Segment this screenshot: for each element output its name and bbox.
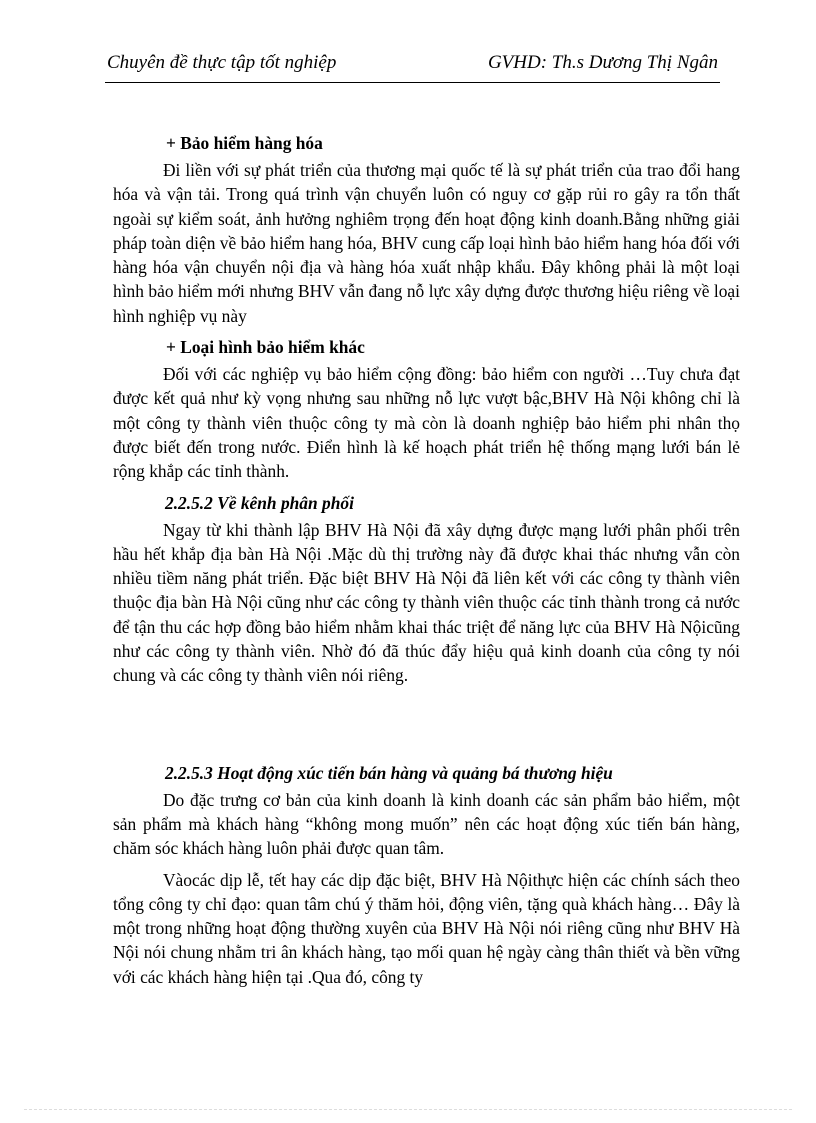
paragraph-sales-promotion-1: Do đặc trưng cơ bản của kinh doanh là kinh doanh các sản phẩm bảo hiểm, một sản phẩm mà khách hàng “không mong muốn” nên các hoạt động xúc tiến bán hàng, chăm sóc khách hàng luôn phải được quan tâm. (113, 789, 740, 859)
paragraph-other-insurance: Đối với các nghiệp vụ bảo hiểm cộng đồng: bảo hiểm con người …Tuy chưa đạt được kết quả như kỳ vọng nhưng sau những nỗ lực vượt bậc,BHV Hà Nội không chỉ là một công ty thành viên thuộc công ty mà còn là doanh nghiệp bảo hiểm phi nhân thọ được biết đến trong nước. Điển hình là kế hoạch phát triển hệ thống mạng lưới bán lẻ rộng khắp các tỉnh thành. (113, 364, 740, 482)
page-footer-divider (24, 1109, 792, 1110)
heading-other-insurance: + Loại hình bảo hiểm khác (166, 337, 365, 358)
page-header (105, 48, 720, 83)
paragraph-sales-promotion-2: Vàocác dịp lễ, tết hay các dịp đặc biệt, BHV Hà Nộithực hiện các chính sách theo tổng công ty chỉ đạo: quan tâm chú ý thăm hỏi, động viên, tặng quà khách hàng… Đây là một trong những hoạt động thường xuyên của BHV Hà Nội nói riêng cũng như BHV Hà Nội nói chung nhằm tri ân khách hàng, tạo mối quan hệ ngày càng thân thiết và bền vững với các khách hàng hiện tại .Qua đó, công ty (113, 869, 740, 987)
heading-sales-promotion: 2.2.5.3 Hoạt động xúc tiến bán hàng và quảng bá thương hiệu (165, 762, 613, 783)
paragraph-distribution-channel: Ngay từ khi thành lập BHV Hà Nội đã xây dựng được mạng lưới phân phối trên hầu hết khắp địa bàn Hà Nội .Mặc dù thị trường này đã được khai thác nhưng vẫn còn nhiều tiềm năng phát triển. Đặc biệt BHV Hà Nội đã liên kết với các công ty thành viên thuộc địa bàn Hà Nội cũng như các công ty thành viên thuộc các tỉnh thành trong cả nước để tận thu các hợp đồng bảo hiểm nhằm khai thác triệt để năng lực của BHV Hà Nộicũng như các công ty thành viên. Nhờ đó đã thúc đẩy hiệu quả kinh doanh của công ty nói chung và các công ty thành viên nói riêng. (113, 519, 740, 686)
header-document-title: Chuyên đề thực tập tốt nghiệp (107, 52, 337, 73)
paragraph-cargo-insurance: Đi liền với sự phát triển của thương mại quốc tế là sự phát triển của trao đổi hang hóa và vận tải. Trong quá trình vận chuyển luôn có nguy cơ gặp rủi ro gây ra tổn thất ngoài sự kiểm soát, ảnh hưởng nghiêm trọng đến hoạt động kinh doanh.Bằng những giải pháp toàn diện về bảo hiểm hang hóa, BHV cung cấp loại hình bảo hiểm hang hóa đối với hàng hóa vận chuyển nội địa và hàng hóa xuất nhập khẩu. Đây không phải là một loại hình bảo hiểm mới nhưng BHV vẫn đang nỗ lực xây dựng được thương hiệu riêng về loại hình nghiệp vụ này (113, 160, 740, 326)
heading-cargo-insurance: + Bảo hiểm hàng hóa (166, 133, 323, 153)
heading-distribution-channel: 2.2.5.2 Về kênh phân phối (165, 492, 354, 513)
header-supervisor: GVHD: Th.s Dương Thị Ngân (487, 52, 718, 73)
page-body (113, 131, 740, 989)
